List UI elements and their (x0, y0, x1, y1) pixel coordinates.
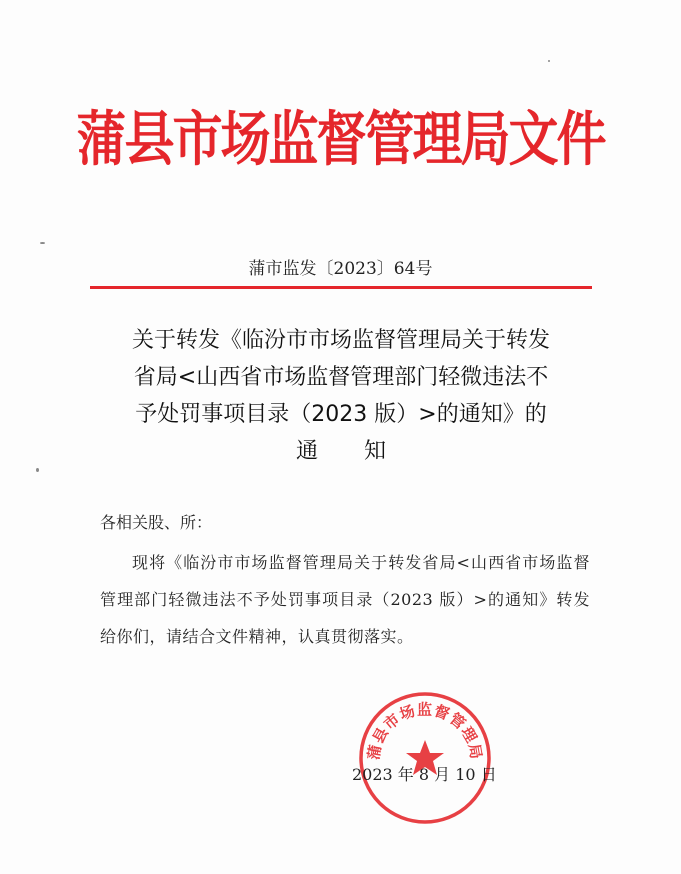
title-line-1: 关于转发《临汾市市场监督管理局关于转发 (131, 328, 550, 353)
scan-speck (40, 242, 45, 244)
salutation: 各相关股、所： (100, 513, 213, 532)
red-divider-line (90, 286, 592, 289)
title-line-2: 省局<山西省市场监督管理部门轻微违法不 (133, 365, 549, 390)
seal-text: 蒲县市场监督管理局 (364, 700, 486, 762)
title-line-3: 予处罚事项目录（2023 版）>的通知》的 (135, 402, 547, 427)
document-date: 2023 年 8 月 10 日 (352, 765, 497, 784)
document-masthead: 蒲县市场监督管理局文件 (76, 104, 605, 174)
body-paragraph: 现将《临汾市市场监督管理局关于转发省局<山西省市场监督管理部门轻微违法不予处罚事项目录（2023 版）>的通知》转发给你们，请结合文件精神，认真贯彻落实。 (100, 553, 590, 646)
official-seal-icon (357, 690, 493, 826)
scan-speck (548, 60, 550, 62)
scan-speck (36, 468, 39, 472)
document-title (90, 322, 592, 470)
document-number: 蒲市监发〔2023〕64号 (248, 259, 433, 279)
title-line-4: 通知 (295, 439, 432, 464)
